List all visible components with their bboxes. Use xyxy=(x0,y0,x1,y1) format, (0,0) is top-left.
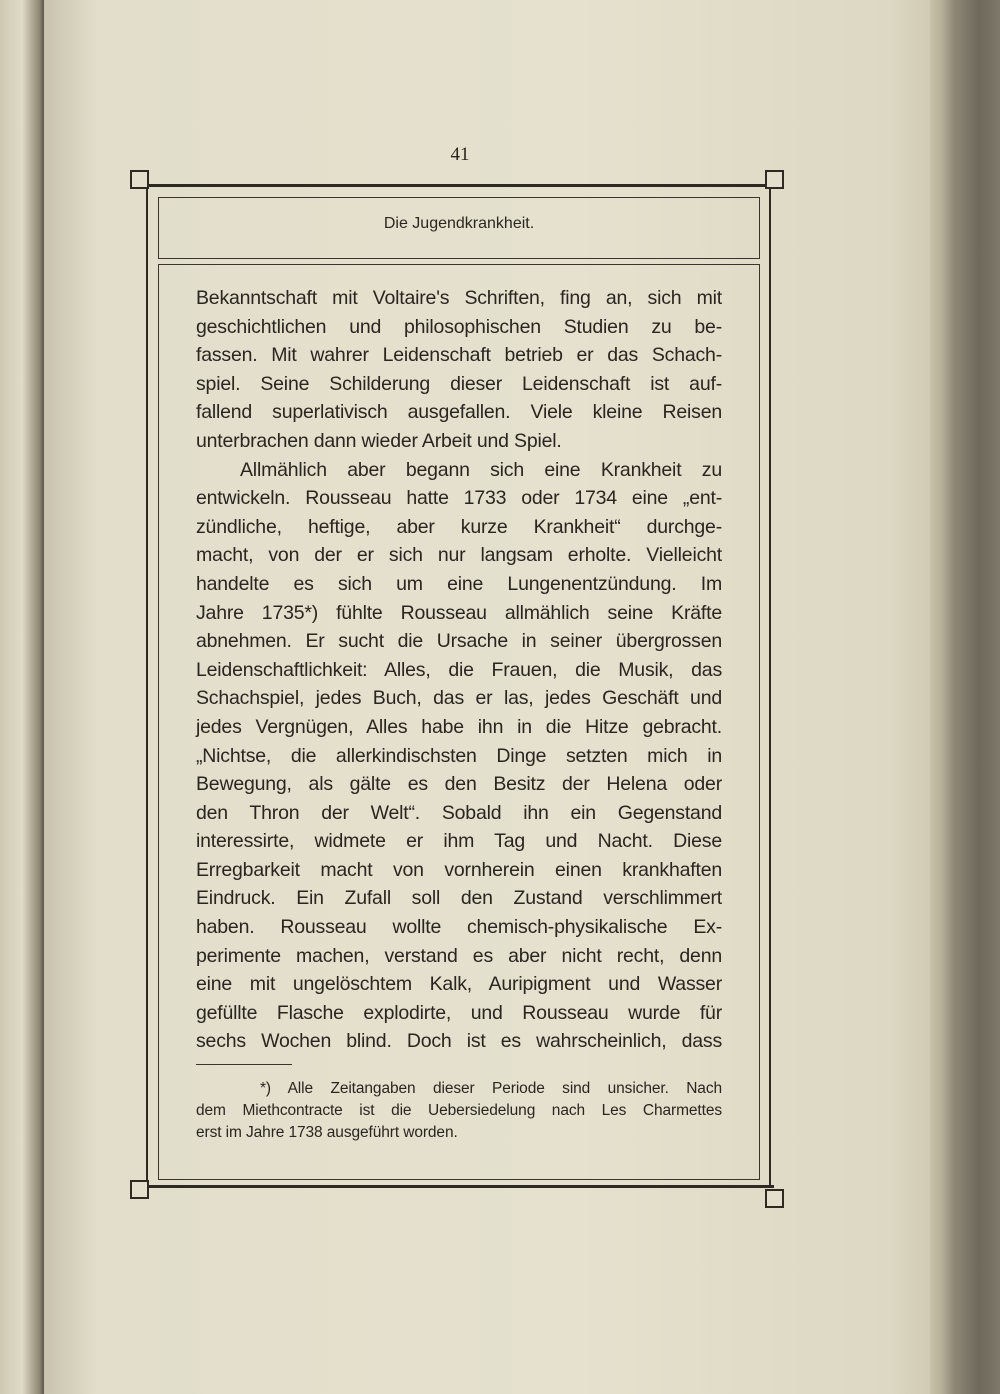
footnote-rule xyxy=(196,1064,292,1065)
facing-page-edge xyxy=(0,0,44,1394)
text-line: unterbrachen dann wieder Arbeit und Spiel. xyxy=(196,429,562,452)
text-line: Leidenschaftlichkeit: Alles, die Frauen, die Musik, das xyxy=(196,658,722,681)
text-line: den Thron der Welt“. Sobald ihn ein Gegenstand xyxy=(196,801,722,824)
corner-square xyxy=(765,1189,784,1208)
text-line: Bekanntschaft mit Voltaire's Schriften, fing an, sich mit xyxy=(196,287,722,309)
frame-bottom-rule xyxy=(140,1185,774,1188)
text-line: Eindruck. Ein Zufall soll den Zustand verschlimmert xyxy=(196,887,722,910)
text-line: Erregbarkeit macht von vornherein einen krankhaften xyxy=(196,858,722,881)
page-number: 41 xyxy=(450,144,470,165)
footnote-line: dem Miethcontracte ist die Uebersiedelung nach Les Charmettes xyxy=(196,1102,722,1119)
corner-square xyxy=(765,170,784,189)
text-line: sechs Wochen blind. Doch ist es wahrscheinlich, dass xyxy=(196,1030,722,1053)
page-block-edge xyxy=(930,0,1000,1394)
text-line: entwickeln. Rousseau hatte 1733 oder 1734 eine „ent- xyxy=(196,487,722,510)
footnote-line: erst im Jahre 1738 ausgeführt worden. xyxy=(196,1124,458,1141)
text-line: interessirte, widmete er ihm Tag und Nacht. Diese xyxy=(196,830,722,853)
running-title: Die Jugendkrankheit. xyxy=(383,215,535,232)
text-line: abnehmen. Er sucht die Ursache in seiner übergrossen xyxy=(196,630,722,653)
text-line: geschichtlichen und philosophischen Studien zu be- xyxy=(196,315,722,338)
text-line: perimente machen, verstand es aber nicht recht, denn xyxy=(196,944,722,967)
text-line: „Nichtse, die allerkindischsten Dinge setzten mich in xyxy=(196,744,722,767)
text-line: zündliche, heftige, aber kurze Krankheit“ durchge- xyxy=(196,515,722,538)
text-line: handelte es sich um eine Lungenentzündung. Im xyxy=(196,572,722,595)
text-line: eine mit ungelöschtem Kalk, Auripigment und Wasser xyxy=(196,973,722,996)
text-line: macht, von der er sich nur langsam erholte. Vielleicht xyxy=(196,544,722,567)
corner-square xyxy=(130,1180,149,1199)
text-line: fallend superlativisch ausgefallen. Viele kleine Reisen xyxy=(196,401,722,424)
text-line: Bewegung, als gälte es den Besitz der Helena oder xyxy=(196,773,722,796)
text-line: jedes Vergnügen, Alles habe ihn in die Hitze gebracht. xyxy=(196,715,722,738)
body-text xyxy=(196,284,722,1056)
frame-right-rule xyxy=(769,184,771,1188)
text-line: haben. Rousseau wollte chemisch-physikalische Ex- xyxy=(196,916,722,939)
corner-square xyxy=(130,170,149,189)
text-line: fassen. Mit wahrer Leidenschaft betrieb er das Schach- xyxy=(196,344,722,367)
frame-left-rule xyxy=(146,184,148,1188)
footnote xyxy=(196,1078,722,1144)
text-line: Schachspiel, jedes Buch, das er las, jedes Geschäft und xyxy=(196,687,722,710)
text-line: spiel. Seine Schilderung dieser Leidenschaft ist auf- xyxy=(196,372,722,395)
text-line: Allmählich aber begann sich eine Krankheit zu xyxy=(240,458,722,481)
text-line: Jahre 1735*) fühlte Rousseau allmählich seine Kräfte xyxy=(196,601,722,624)
footnote-line: *) Alle Zeitangaben dieser Periode sind unsicher. Nach xyxy=(260,1080,722,1097)
frame-top-rule xyxy=(140,184,774,187)
text-line: gefüllte Flasche explodirte, und Rousseau wurde für xyxy=(196,1001,722,1024)
